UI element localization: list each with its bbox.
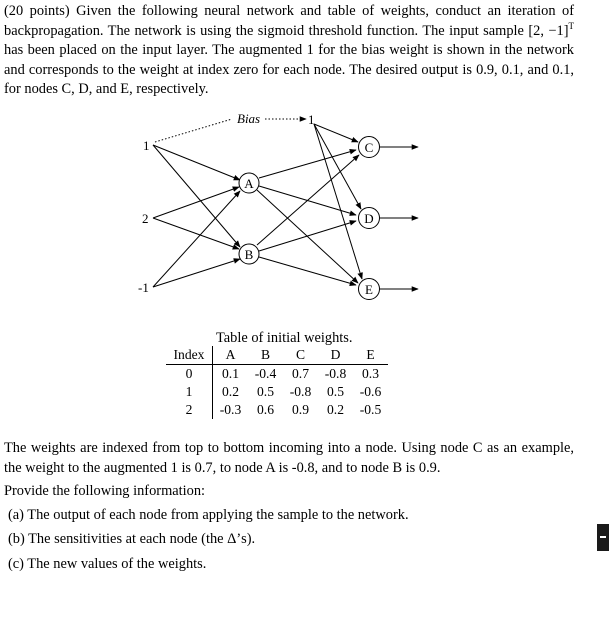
table-cell: -0.5	[359, 402, 382, 417]
table-row	[166, 383, 388, 401]
scroll-edge-tab[interactable]	[597, 524, 609, 551]
hidden-node-A	[239, 173, 259, 193]
problem-text-part2: has been placed on the input layer. The augmented 1 for the bias weight is shown in the network and corresponds to the weight at index zero for each node. The desired output is 0.9, 0.1, and 0.1, for nodes C, D, and E, respectively.	[4, 42, 574, 98]
minus-icon	[600, 536, 606, 538]
transpose-superscript: T	[568, 20, 574, 31]
input-node-2: 2	[142, 211, 149, 226]
edge-B-C	[257, 155, 359, 245]
table-cell: -0.4	[254, 366, 277, 381]
hidden-node-B-label: B	[244, 247, 254, 262]
table-caption: Table of initial weights.	[216, 330, 353, 346]
edge-in1-A	[153, 145, 240, 180]
weights-table	[166, 346, 388, 419]
problem-text-part1: (20 points) Given the following neural network and table of weights, conduct an iteration of backpropagation. The network is using the sigmoid threshold function. The input sample [2, −1]	[4, 3, 574, 39]
cell-index: 0	[166, 365, 213, 384]
edge-bias-D	[314, 124, 361, 209]
table-cell: 0.5	[327, 384, 344, 399]
cell-index: 2	[166, 401, 213, 419]
hidden-node-A-label: A	[244, 176, 254, 191]
hidden-node-B	[239, 244, 259, 264]
input-node-3: -1	[138, 280, 149, 295]
output-node-C-label: C	[364, 140, 374, 155]
weights-explanation: The weights are indexed from top to bottom incoming into a node. Using node C as an example, the weight to the augmented 1 is 0.7, to node A is -0.8, and to node B is 0.9.	[4, 440, 574, 476]
question-c: (c) The new values of the weights.	[8, 556, 207, 572]
table-row	[166, 401, 388, 419]
table-header-row	[166, 346, 388, 365]
table-cell: 0.9	[292, 402, 309, 417]
problem-statement	[4, 2, 574, 100]
edge-B-E	[259, 257, 356, 285]
output-node-E-label: E	[365, 282, 373, 297]
table-cell: 0.7	[292, 366, 309, 381]
table-cell: 0.2	[327, 402, 344, 417]
table-cell: 0.2	[222, 384, 239, 399]
table-cell: 0.1	[222, 366, 239, 381]
edge-bias-E	[314, 124, 362, 279]
bias-label: Bias	[237, 111, 261, 126]
header-A: A	[213, 346, 249, 365]
output-node-E	[359, 279, 380, 300]
output-node-D-label: D	[364, 211, 374, 226]
edge-in1-B	[153, 145, 240, 247]
question-b: (b) The sensitivities at each node (the Δ’s).	[8, 531, 256, 547]
bias-one: 1	[308, 112, 315, 127]
table-cell: 0.6	[257, 402, 274, 417]
output-node-D	[359, 208, 380, 229]
edge-bias-C	[314, 124, 358, 142]
header-B: B	[248, 346, 283, 365]
table-cell: -0.8	[324, 366, 347, 381]
header-C: C	[283, 346, 318, 365]
input-node-1: 1	[143, 138, 150, 153]
header-D: D	[318, 346, 353, 365]
question-a: (a) The output of each node from applying the sample to the network.	[8, 507, 409, 523]
table-cell: -0.3	[219, 402, 242, 417]
cell-index: 1	[166, 383, 213, 401]
edge-B-D	[259, 221, 356, 251]
output-node-C	[359, 137, 380, 158]
table-cell: -0.6	[359, 384, 382, 399]
table-cell: 0.3	[362, 366, 379, 381]
bias-dotted-line	[155, 119, 232, 142]
table-row	[166, 365, 388, 384]
header-E: E	[353, 346, 388, 365]
edge-in2-B	[153, 218, 239, 249]
header-index: Index	[166, 346, 213, 365]
provide-heading: Provide the following information:	[4, 483, 206, 499]
table-cell: 0.5	[257, 384, 274, 399]
edge-in2-A	[153, 187, 239, 218]
table-cell: -0.8	[289, 384, 312, 399]
network-diagram	[0, 100, 440, 310]
